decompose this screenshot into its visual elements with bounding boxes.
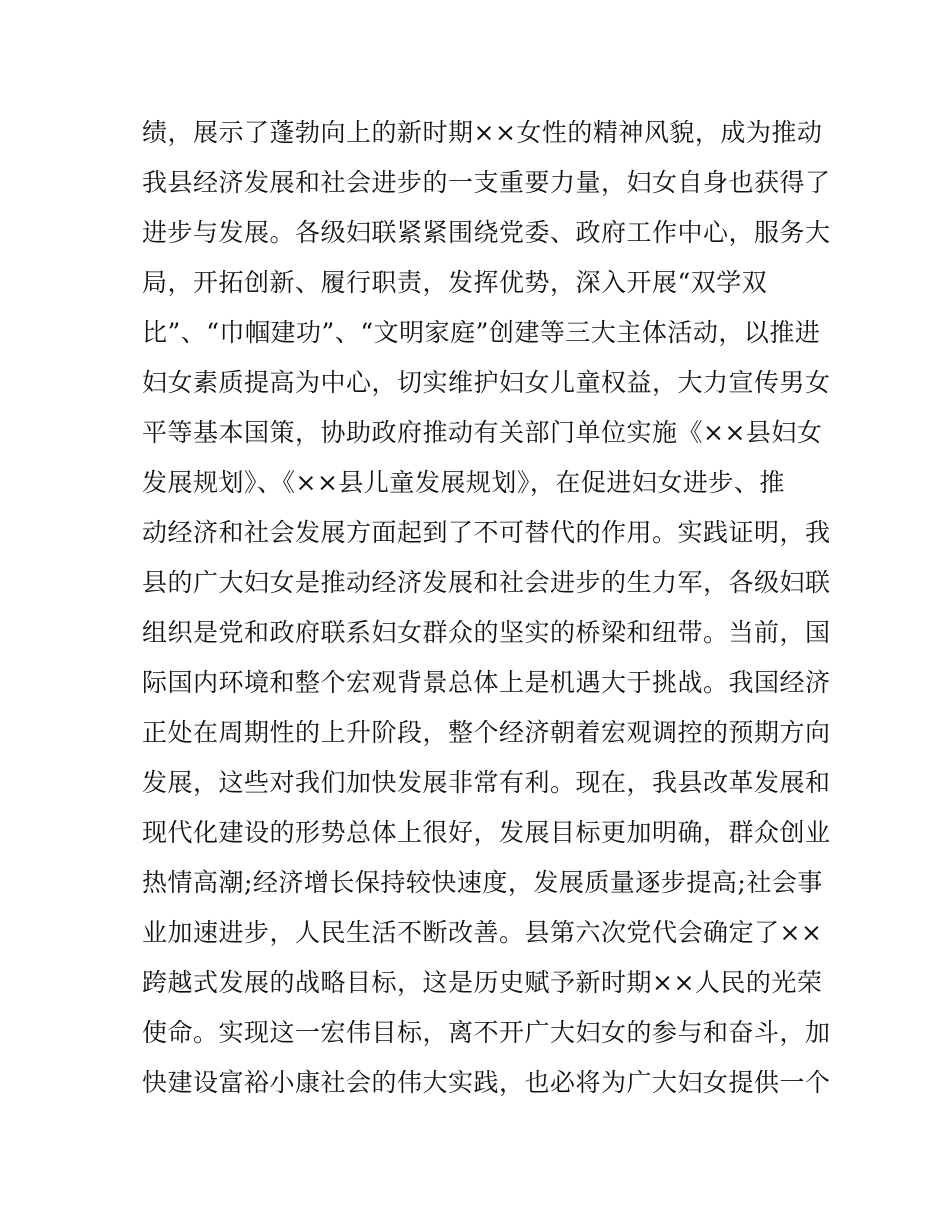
body-text (142, 108, 831, 1108)
text-line-8: 发展规划》、《××县儿童发展规划》，在促进妇女进步、推 (142, 468, 785, 497)
text-line-16: 热情高潮;经济增长保持较快速度，发展质量逐步提高;社会事 (142, 868, 823, 897)
text-line-17: 业加速进步，人民生活不断改善。县第六次党代会确定了×× (142, 918, 823, 947)
text-line-11: 组织是党和政府联系妇女群众的坚实的桥梁和纽带。当前，国 (142, 618, 831, 647)
text-line-1: 绩，展示了蓬勃向上的新时期××女性的精神风貌，成为推动 (142, 118, 823, 147)
text-line-10: 县的广大妇女是推动经济发展和社会进步的生力军，各级妇联 (142, 568, 831, 597)
text-line-3: 进步与发展。各级妇联紧紧围绕党委、政府工作中心，服务大 (142, 218, 831, 247)
text-line-20: 快建设富裕小康社会的伟大实践，也必将为广大妇女提供一个 (142, 1068, 831, 1097)
text-line-7: 平等基本国策，协助政府推动有关部门单位实施《××县妇女 (142, 418, 823, 447)
text-line-2: 我县经济发展和社会进步的一支重要力量，妇女自身也获得了 (142, 168, 831, 197)
text-line-4: 局，开拓创新、履行职责，发挥优势，深入开展“双学双 (142, 268, 768, 297)
text-line-12: 际国内环境和整个宏观背景总体上是机遇大于挑战。我国经济 (142, 668, 831, 697)
text-line-19: 使命。实现这一宏伟目标，离不开广大妇女的参与和奋斗，加 (142, 1018, 831, 1047)
text-line-6: 妇女素质提高为中心，切实维护妇女儿童权益，大力宣传男女 (142, 368, 831, 397)
text-line-9: 动经济和社会发展方面起到了不可替代的作用。实践证明，我 (142, 518, 831, 547)
text-line-15: 现代化建设的形势总体上很好，发展目标更加明确，群众创业 (142, 818, 831, 847)
text-line-5: 比”、“巾帼建功”、“文明家庭”创建等三大主体活动，以推进 (142, 318, 821, 347)
text-line-14: 发展，这些对我们加快发展非常有利。现在，我县改革发展和 (142, 768, 831, 797)
text-line-13: 正处在周期性的上升阶段，整个经济朝着宏观调控的预期方向 (142, 718, 831, 747)
text-line-18: 跨越式发展的战略目标，这是历史赋予新时期××人民的光荣 (142, 968, 823, 997)
